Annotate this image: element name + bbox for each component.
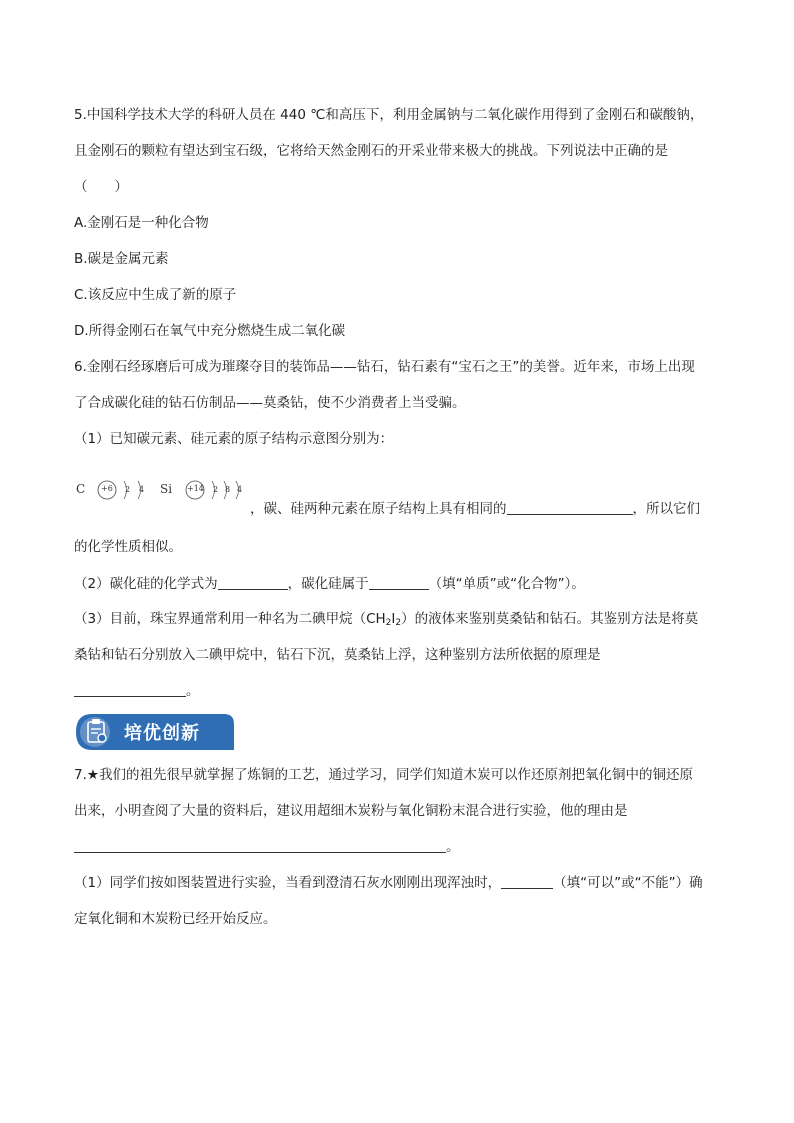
carbon-nucleus: +6 (101, 484, 113, 493)
q6-sub2-text-a: （2）碳化硅的化学式为 (74, 576, 218, 592)
banner-label: 培优创新 (124, 723, 200, 744)
carbon-symbol: C (76, 482, 86, 496)
q7-sub1-text-b: （填“可以”或“不能”）确 (553, 875, 703, 891)
q6-sub3-subscript-2: 2 (395, 618, 402, 628)
silicon-shell-1: 2 (213, 485, 219, 494)
q7-sub1-blank[interactable] (501, 874, 553, 889)
carbon-atom-diagram (76, 476, 156, 506)
q7-stem-line2: 出来，小明查阅了大量的资料后，建议用超细木炭粉与氧化铜粉末混合进行实验，他的理由是 (74, 803, 628, 819)
q6-sub3-answer (74, 682, 200, 700)
silicon-nucleus: +14 (187, 484, 204, 493)
q6-sub2 (74, 575, 585, 593)
silicon-shell-2: 8 (225, 485, 231, 494)
q7-period: 。 (446, 839, 460, 855)
q7-sub1-line1 (74, 874, 703, 892)
silicon-atom-diagram (160, 476, 252, 506)
clipboard-icon (80, 715, 114, 749)
q6-sub3-iodine: I (391, 611, 396, 627)
q6-sub1-text-b: ，所以它们 (632, 501, 700, 517)
q5-option-b: B.碳是金属元素 (74, 251, 169, 267)
q6-sub3-subscript-1: 2 (385, 618, 392, 628)
q6-sub3-text-b: ）的液体来鉴别莫桑钻和钻石。其鉴别方法是将莫 (401, 611, 699, 627)
q5-option-a: A.金刚石是一种化合物 (74, 215, 209, 231)
silicon-shell-3: 4 (237, 485, 243, 494)
q6-sub3-line1 (74, 610, 698, 628)
q6-sub1-sentence (250, 500, 700, 518)
silicon-symbol: Si (160, 482, 173, 496)
q6-sub1-line2: 的化学性质相似。 (74, 539, 182, 555)
q7-reason-blank[interactable] (74, 838, 446, 853)
q7-sub1-line2: 定氧化铜和木炭粉已经开始反应。 (74, 911, 277, 927)
q6-stem-line1: 6.金刚石经琢磨后可成为璀璨夺目的装饰品——钻石，钻石素有“宝石之王”的美誉。近年来，市场上出现 (74, 359, 695, 375)
carbon-shell-2: 4 (139, 485, 145, 494)
q7-stem-line1: 7.★我们的祖先很早就掌握了炼铜的工艺，通过学习，同学们知道木炭可以作还原剂把氧化铜中的铜还原 (74, 767, 693, 783)
q5-option-d: D.所得金刚石在氧气中充分燃烧生成二氧化碳 (74, 323, 346, 339)
q6-sub1-text-a: ，碳、硅两种元素在原子结构上具有相同的 (250, 501, 507, 517)
q6-sub2-blank-formula[interactable] (218, 575, 288, 590)
q7-answer-line (74, 838, 460, 856)
q6-stem-line2: 了合成碳化硅的钻石仿制品——莫桑钻，使不少消费者上当受骗。 (74, 395, 466, 411)
q6-sub3-line2: 桑钻和钻石分别放入二碘甲烷中，钻石下沉，莫桑钻上浮，这种鉴别方法所依据的原理是 (74, 647, 601, 663)
q6-sub2-blank-type[interactable] (369, 575, 429, 590)
q7-sub1-text-a: （1）同学们按如图装置进行实验，当看到澄清石灰水刚刚出现浑浊时， (74, 875, 502, 891)
q6-sub3-blank[interactable] (74, 682, 186, 697)
section-banner (74, 712, 236, 752)
q6-sub1-intro: （1）已知碳元素、硅元素的原子结构示意图分别为： (74, 431, 394, 447)
q6-sub1-blank[interactable] (507, 500, 633, 515)
q5-option-c: C.该反应中生成了新的原子 (74, 287, 237, 303)
carbon-shell-1: 2 (125, 485, 131, 494)
q5-stem-line1: 5.中国科学技术大学的科研人员在 440 ℃和高压下，利用金属钠与二氧化碳作用得到了金刚石和碳酸钠， (74, 107, 704, 123)
q5-stem-line2: 且金刚石的颗粒有望达到宝石级，它将给天然金刚石的开采业带来极大的挑战。下列说法中正确的是 (74, 143, 668, 159)
q6-sub2-text-c: （填“单质”或“化合物”）。 (428, 576, 585, 592)
q6-sub3-period: 。 (186, 683, 200, 699)
q6-sub3-text-a: （3）目前，珠宝界通常利用一种名为二碘甲烷（CH (74, 611, 386, 627)
q5-answer-paren: （ ） (74, 179, 128, 195)
q6-sub2-text-b: ，碳化硅属于 (287, 576, 369, 592)
